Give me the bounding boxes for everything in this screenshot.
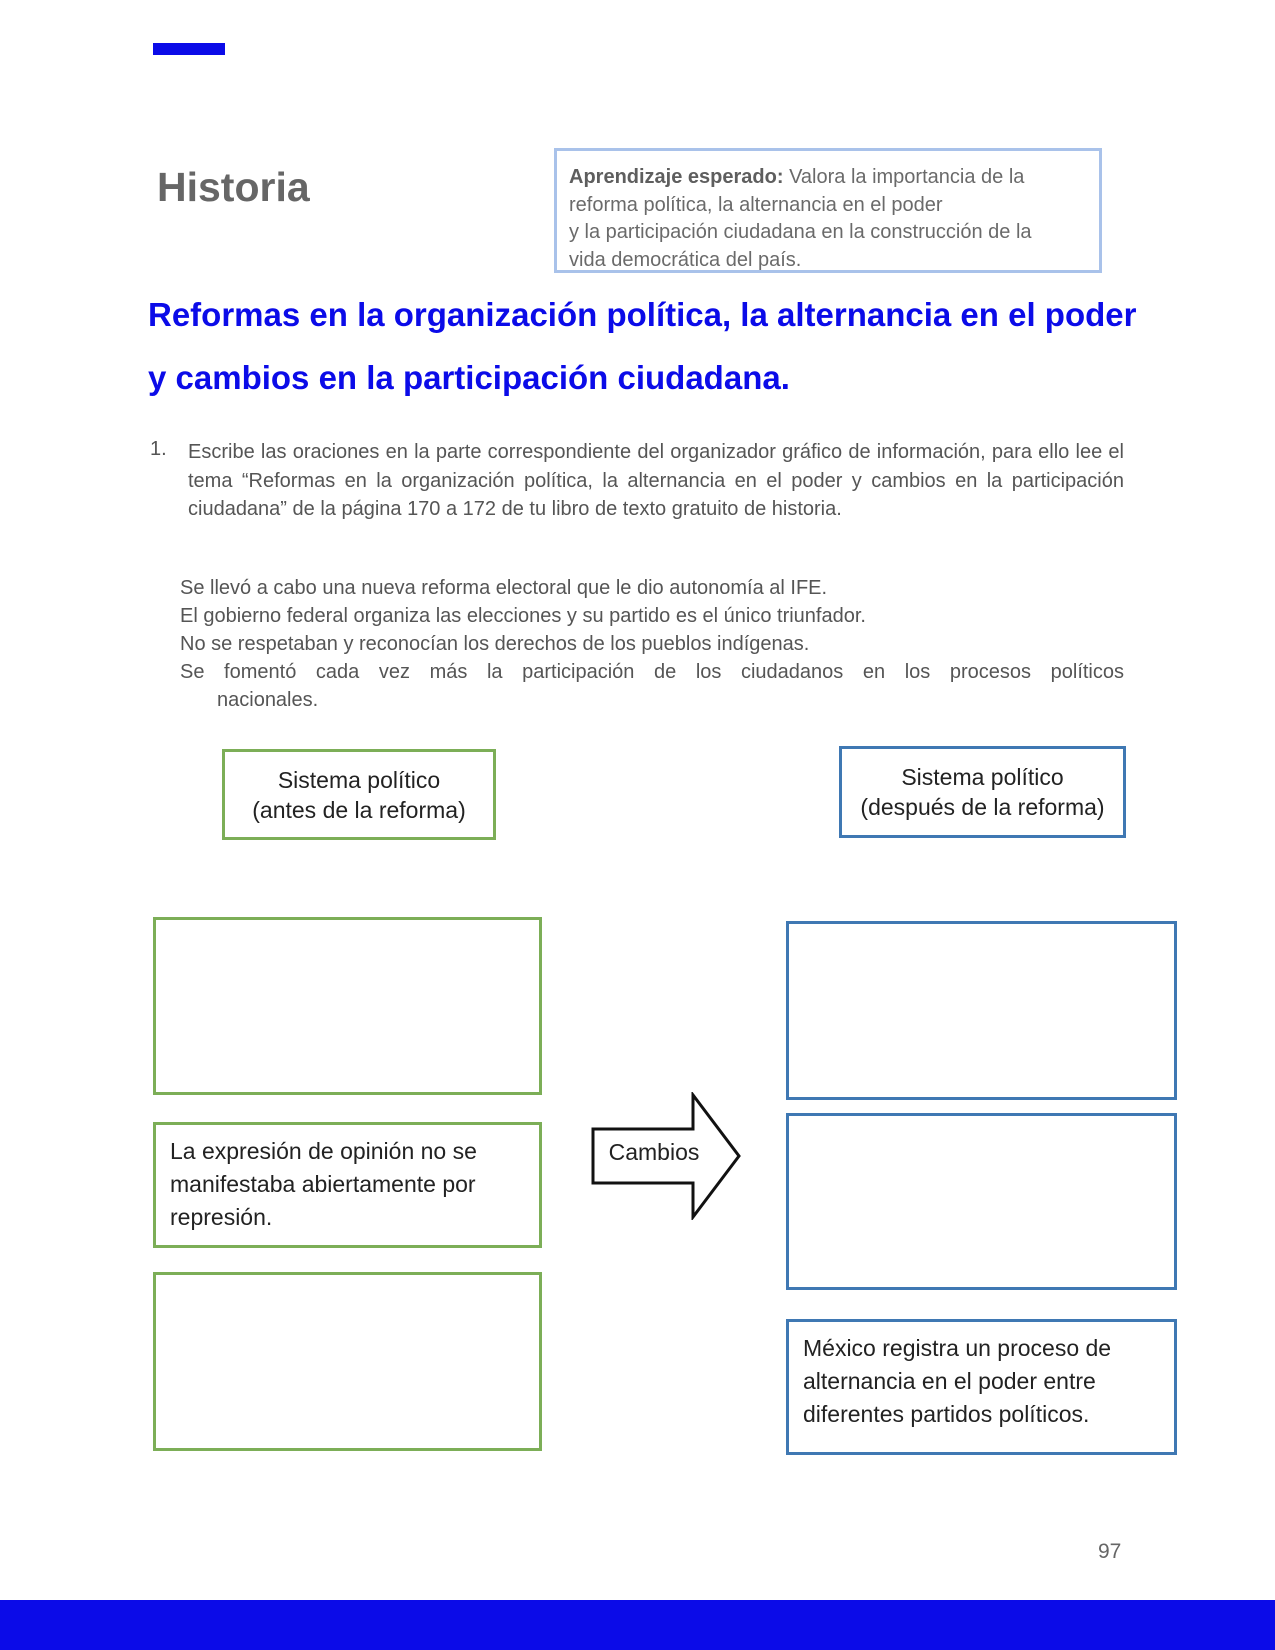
after-header-line: Sistema político: [901, 764, 1064, 790]
before-box-1[interactable]: [153, 917, 542, 1095]
sentence-item: No se respetaban y reconocían los derechos de los pueblos indígenas.: [180, 633, 810, 655]
sentence-list: [180, 574, 1124, 714]
goal-line-4: vida democrática del país.: [569, 248, 802, 271]
before-reform-header: [222, 749, 496, 840]
goal-label: Aprendizaje esperado:: [569, 166, 784, 188]
sentence-item: Se fomentó cada vez más la participación de los ciudadanos en los procesos políticos: [180, 661, 1124, 683]
instruction-text: Escribe las oraciones en la parte correspondiente del organizador gráfico de información, para ello lee el tema “Reformas en la organización política, la alternancia en el poder y cambios en la participación ciudadana” de la página 170 a 172 de tu libro de texto gratuito de historia.: [188, 441, 1124, 520]
after-box-1[interactable]: [786, 921, 1177, 1100]
sentence-item: Se llevó a cabo una nueva reforma electoral que le dio autonomía al IFE.: [180, 577, 828, 599]
sentence-item: El gobierno federal organiza las elecciones y su partido es el único triunfador.: [180, 605, 866, 627]
before-box-3[interactable]: [153, 1272, 542, 1451]
subject-heading: Historia: [157, 164, 310, 210]
before-box-2[interactable]: La expresión de opinión no se manifestaba abiertamente por represión.: [153, 1122, 542, 1248]
after-reform-header: [839, 746, 1126, 838]
goal-line-3: y la participación ciudadana en la construcción de la: [569, 221, 1032, 243]
lesson-title: Reformas en la organización política, la alternancia en el poder y cambios en la participación ciudadana.: [148, 296, 1137, 396]
instruction-number: 1.: [150, 438, 167, 460]
after-header-line: (después de la reforma): [860, 794, 1105, 820]
learning-goal-box: [554, 148, 1102, 273]
changes-arrow-label: Cambios: [608, 1139, 700, 1165]
goal-text-1: Valora la importancia de la: [783, 166, 1025, 188]
before-header-line: (antes de la reforma): [252, 796, 466, 823]
top-accent-bar: [153, 43, 225, 55]
footer-bar: [0, 1600, 1275, 1650]
sentence-item-continuation: nacionales.: [217, 689, 319, 711]
before-header-line: Sistema político: [277, 766, 441, 793]
goal-line-2: reforma política, la alternancia en el poder: [569, 193, 943, 216]
page-number: 97: [1098, 1540, 1122, 1563]
goal-line-1: [569, 164, 1087, 192]
after-box-2[interactable]: [786, 1113, 1177, 1290]
after-box-3[interactable]: México registra un proceso de alternancia en el poder entre diferentes partidos políticos.: [786, 1319, 1177, 1455]
